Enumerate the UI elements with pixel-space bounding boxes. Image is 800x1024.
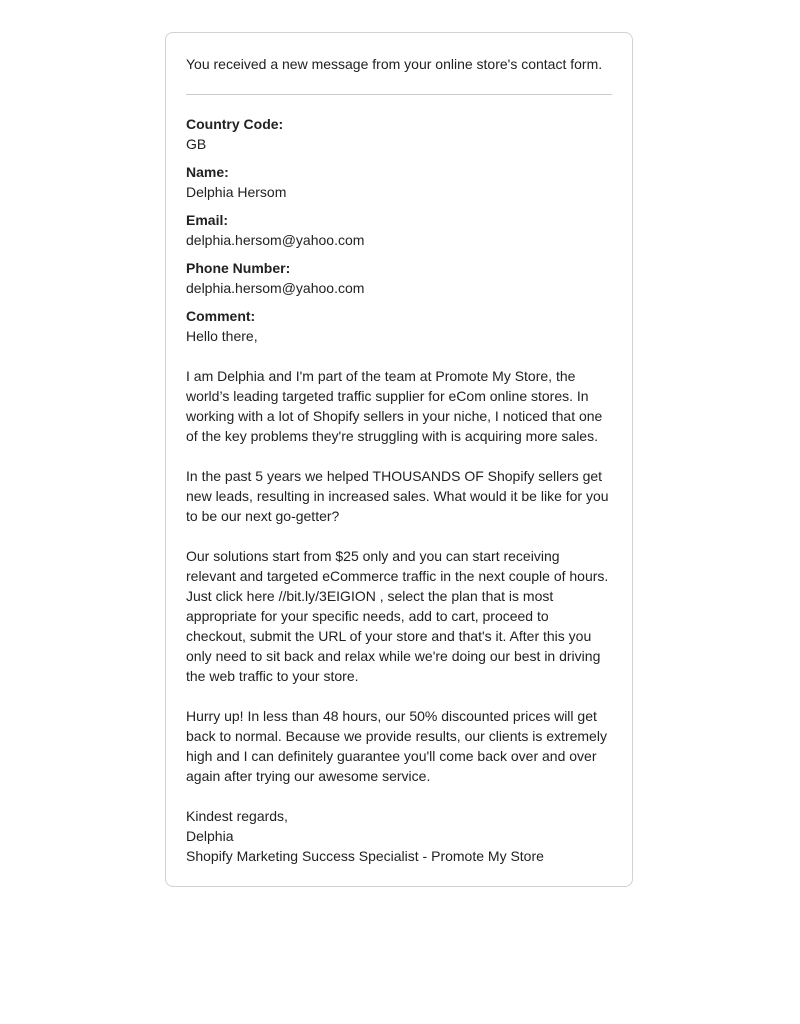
comment-paragraph: In the past 5 years we helped THOUSANDS OF Shopify sellers get new leads, resulting in increased sales. What would it be like for you to be our next go-getter? <box>186 468 609 524</box>
field-value: Delphia Hersom <box>186 184 287 200</box>
field-label: Name: <box>186 164 229 180</box>
field-value: delphia.hersom@yahoo.com <box>186 232 365 248</box>
signoff-title: Shopify Marketing Success Specialist - Promote My Store <box>186 848 544 864</box>
comment-greeting: Hello there, <box>186 328 258 344</box>
comment-signoff <box>186 806 612 866</box>
field-value: delphia.hersom@yahoo.com <box>186 280 365 296</box>
comment-paragraph: Hurry up! In less than 48 hours, our 50% discounted prices will get back to normal. Because we provide results, our clients is extremely high and I can definitely guarantee you'll come back over and over again after trying our awesome service. <box>186 708 607 784</box>
divider <box>186 94 612 95</box>
field-label: Phone Number: <box>186 260 291 276</box>
contact-message-card <box>165 32 633 887</box>
signoff-closing: Kindest regards, <box>186 808 288 824</box>
field-comment <box>186 306 612 866</box>
comment-body <box>186 326 612 866</box>
field-phone-number <box>186 258 612 298</box>
field-name <box>186 162 612 202</box>
field-value: GB <box>186 136 207 152</box>
field-label: Email: <box>186 212 229 228</box>
field-label: Country Code: <box>186 116 284 132</box>
comment-paragraph: I am Delphia and I'm part of the team at Promote My Store, the world’s leading targeted traffic supplier for eCom online stores. In working with a lot of Shopify sellers in your niche, I noticed that one of the key problems they're struggling with is acquiring more sales. <box>186 368 603 444</box>
intro-text: You received a new message from your online store's contact form. <box>186 56 603 72</box>
field-label: Comment: <box>186 308 256 324</box>
field-email <box>186 210 612 250</box>
signoff-name: Delphia <box>186 828 234 844</box>
comment-paragraph: Our solutions start from $25 only and you can start receiving relevant and targeted eCommerce traffic in the next couple of hours. Just click here //bit.ly/3EIGION , select the plan that is most appropriate for your specific needs, add to cart, proceed to checkout, submit the URL of your store and that's it. After this you only need to sit back and relax while we're doing our best in driving the web traffic to your store. <box>186 548 609 684</box>
field-country-code <box>186 114 612 154</box>
